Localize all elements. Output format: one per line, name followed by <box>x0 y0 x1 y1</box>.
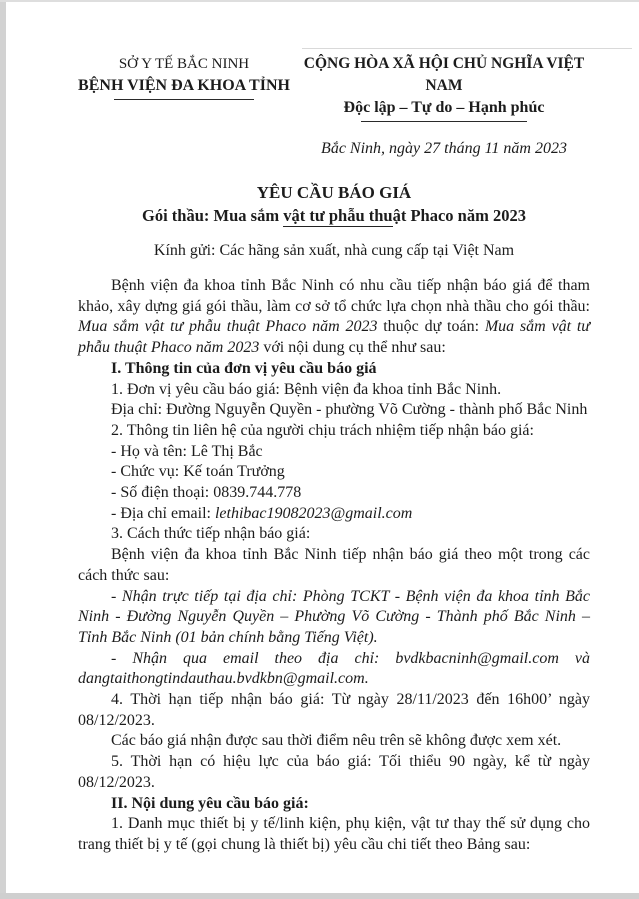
subtitle-prefix: Gói thầu: Mua sắm <box>142 206 284 225</box>
method-direct-paragraph: - Nhận trực tiếp tại địa chỉ: Phòng TCKT - Bệnh viện đa khoa tỉnh Bắc Ninh - Đường Nguyễn Quyền – Phường Võ Cường - Thành phố Bắc Ninh – Tỉnh Bắc Ninh (01 bản chính bằng Tiếng Việt). <box>78 587 590 646</box>
package-name-2: Mua sắm vật tư phẫu thuật Phaco năm 2023 <box>78 318 591 357</box>
item-5-validity: 5. Thời hạn có hiệu lực của báo giá: Tối thiểu 90 ngày, kể từ ngày 08/12/2023. <box>78 753 590 791</box>
document-subtitle <box>78 205 590 227</box>
national-motto: Độc lập – Tự do – Hạnh phúc <box>343 99 545 116</box>
intro-text-3: với nội dung cụ thể như sau: <box>259 339 446 357</box>
document-body <box>78 276 590 856</box>
method-email-paragraph: - Nhận qua email theo địa chỉ: bvdkbacninh@gmail.com và dangtaithongtindauthau.bvdkbn@gmail.com. <box>78 649 590 688</box>
intro-text-1: Bệnh viện đa khoa tỉnh Bắc Ninh có nhu cầu tiếp nhận báo giá để tham khảo, xây dựng giá gói thầu, làm cơ sở tổ chức lựa chọn nhà thầu cho gói thầu: <box>78 277 590 315</box>
subtitle-suffix: ật Phaco năm 2023 <box>392 206 526 225</box>
letterhead <box>78 53 590 122</box>
page-left-edge <box>0 0 6 899</box>
page-bottom-edge <box>0 893 639 899</box>
email-label: - Địa chỉ email: <box>111 504 215 522</box>
intro-paragraph <box>78 276 590 359</box>
issuing-org-block <box>78 53 290 122</box>
section-2-item-1: 1. Danh mục thiết bị y tế/linh kiện, phụ kiện, vật tư thay thế sử dụng cho trang thiết bị y tế (gọi chung là thiết bị) yêu cầu chi tiết theo Bảng sau: <box>78 815 590 853</box>
salutation-line: Kính gửi: Các hãng sản xuất, nhà cung cấp tại Việt Nam <box>153 242 515 259</box>
contact-position-line: - Chức vụ: Kế toán Trưởng <box>111 463 285 481</box>
org-underline-rule <box>114 99 254 100</box>
place-date-line: Bắc Ninh, ngày 27 tháng 11 năm 2023 <box>321 140 567 157</box>
document-content <box>78 0 590 856</box>
item-1-requesting-unit: 1. Đơn vị yêu cầu báo giá: Bệnh viện đa khoa tỉnh Bắc Ninh. <box>111 380 502 398</box>
contact-name-line: - Họ và tên: Lê Thị Bắc <box>111 442 263 460</box>
contact-email-address: lethibac19082023@gmail.com <box>214 504 413 522</box>
org-name: BỆNH VIỆN ĐA KHOA TỈNH <box>78 77 290 94</box>
subtitle-underlined-part: vật tư phẫu thu <box>283 206 393 225</box>
contact-email-line <box>78 504 590 525</box>
method-intro-paragraph: Bệnh viện đa khoa tỉnh Bắc Ninh tiếp nhận báo giá theo một trong các cách thức sau: <box>78 546 590 584</box>
intro-text-2: thuộc dự toán: <box>377 318 485 336</box>
national-title: CỘNG HÒA XÃ HỘI CHỦ NGHĨA VIỆT NAM <box>303 55 585 94</box>
section-2-heading: II. Nội dung yêu cầu báo giá: <box>111 794 309 812</box>
address-line: Địa chỉ: Đường Nguyễn Quyền - phường Võ Cường - thành phố Bắc Ninh <box>111 401 588 419</box>
item-2-contact-info: 2. Thông tin liên hệ của người chịu trách nhiệm tiếp nhận báo giá: <box>111 421 534 439</box>
document-title: YÊU CẦU BÁO GIÁ <box>256 183 412 202</box>
item-3-reception-method: 3. Cách thức tiếp nhận báo giá: <box>111 525 311 543</box>
late-quote-note: Các báo giá nhận được sau thời điểm nêu trên sẽ không được xem xét. <box>111 732 562 750</box>
package-name-1: Mua sắm vật tư phẫu thuật Phaco năm 2023 <box>78 318 378 336</box>
contact-phone-line: - Số điện thoại: 0839.744.778 <box>111 484 302 502</box>
section-1-heading: I. Thông tin của đơn vị yêu cầu báo giá <box>111 359 377 377</box>
org-parent-name: SỞ Y TẾ BẮC NINH <box>118 56 250 72</box>
motto-underline-rule <box>361 121 527 122</box>
national-header-block <box>298 53 590 122</box>
item-4-deadline: 4. Thời hạn tiếp nhận báo giá: Từ ngày 28/11/2023 đến 16h00’ ngày 08/12/2023. <box>78 691 590 729</box>
